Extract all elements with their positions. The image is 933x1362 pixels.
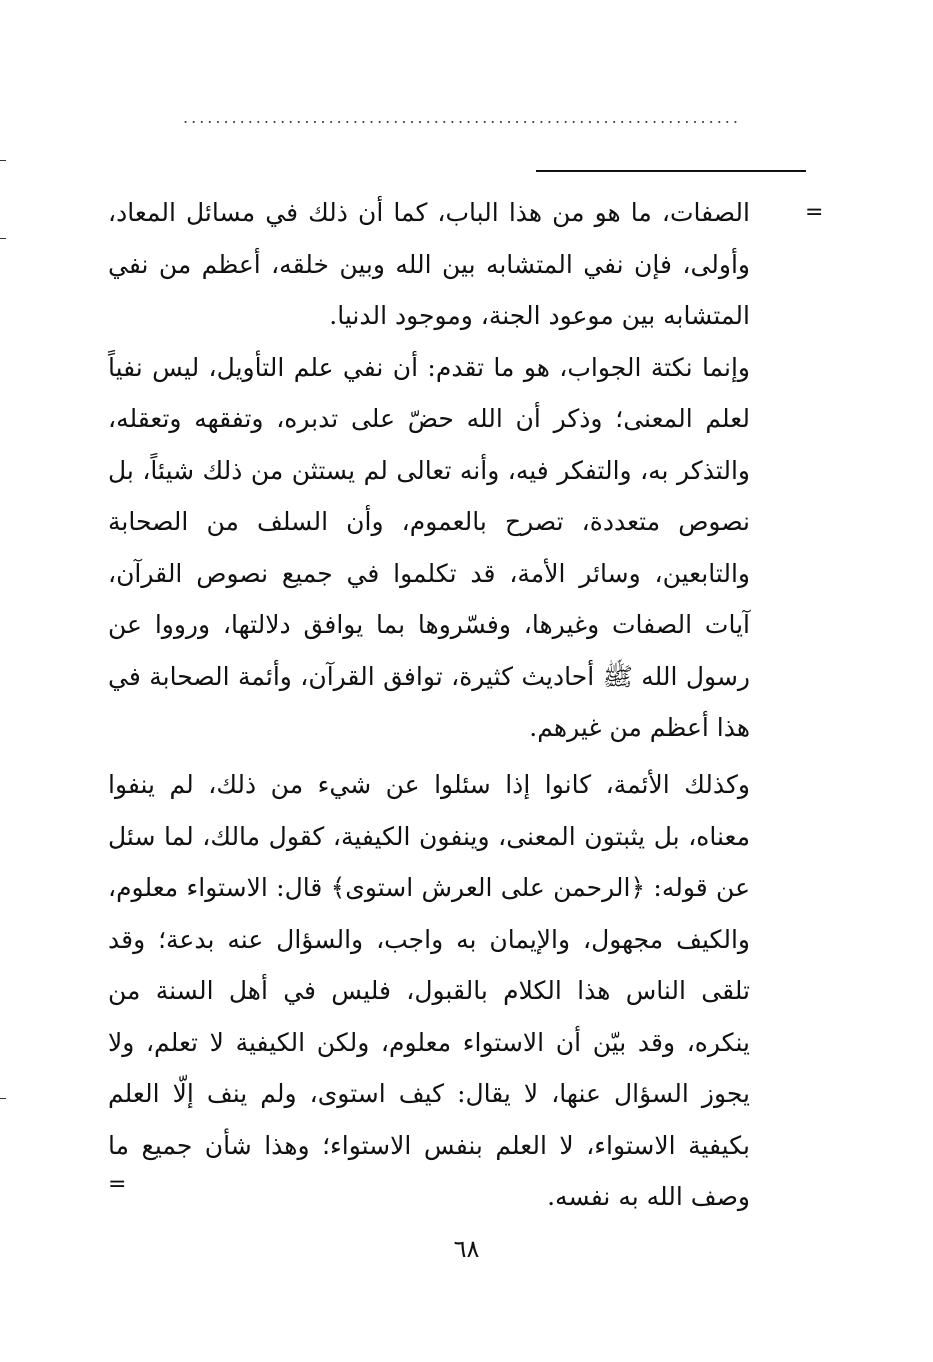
text-block-upper bbox=[108, 187, 750, 754]
continuation-marker-top: = bbox=[805, 200, 824, 225]
footnote-rule bbox=[536, 170, 806, 172]
paragraph: وكذلك الأئمة، كانوا إذا سئلوا عن شيء من ذلك، لم ينفوا معناه، بل يثبتون المعنى، وينفون الكيفية، كقول مالك، لما سئل عن قوله: ﴿الرحمن على العرش استوى﴾ قال: الاستواء معلوم، والكيف مجهول، والإيمان به واجب، والسؤال عنه بدعة؛ وقد تلقى الناس هذا الكلام بالقبول، فليس في أهل السنة من ينكره، وقد بيّن أن الاستواء معلوم، ولكن الكيفية لا تعلم، ولا يجوز السؤال عنها، لا يقال: كيف استوى، ولم ينف إلّا العلم بكيفية الاستواء، لا العلم بنفس الاستواء؛ وهذا شأن جميع ما وصف الله به نفسه. bbox=[108, 770, 750, 1211]
continuation-marker-bottom: = bbox=[108, 1172, 127, 1197]
paragraph: وإنما نكتة الجواب، هو ما تقدم: أن نفي علم التأويل، ليس نفياً لعلم المعنى؛ وذكر أن الله حضّ على تدبره، وتفقهه وتعقله، والتذكر به، والتفكر فيه، وأنه تعالى لم يستثن من ذلك شيئاً، بل نصوص متعددة، تصرح بالعموم، وأن السلف من الصحابة والتابعين، وسائر الأمة، قد تكلموا في جميع نصوص القرآن، آيات الصفات وغيرها، وفسّروها بما يوافق دلالتها، ورووا عن رسول الله ﷺ أحاديث كثيرة، توافق القرآن، وأئمة الصحابة في هذا أعظم من غيرهم. bbox=[108, 352, 750, 742]
margin-mark bbox=[0, 1098, 6, 1099]
text-block-lower bbox=[108, 759, 750, 1223]
footnote-separator-dots: ..................................................................... bbox=[183, 108, 741, 127]
margin-mark bbox=[0, 160, 6, 161]
page-number: ٦٨ bbox=[453, 1235, 480, 1263]
paragraph: الصفات، ما هو من هذا الباب، كما أن ذلك في مسائل المعاد، وأولى، فإن نفي المتشابه بين الله وبين خلقه، أعظم من نفي المتشابه بين موعود الجنة، وموجود الدنيا. bbox=[108, 198, 750, 330]
margin-mark bbox=[0, 238, 6, 239]
